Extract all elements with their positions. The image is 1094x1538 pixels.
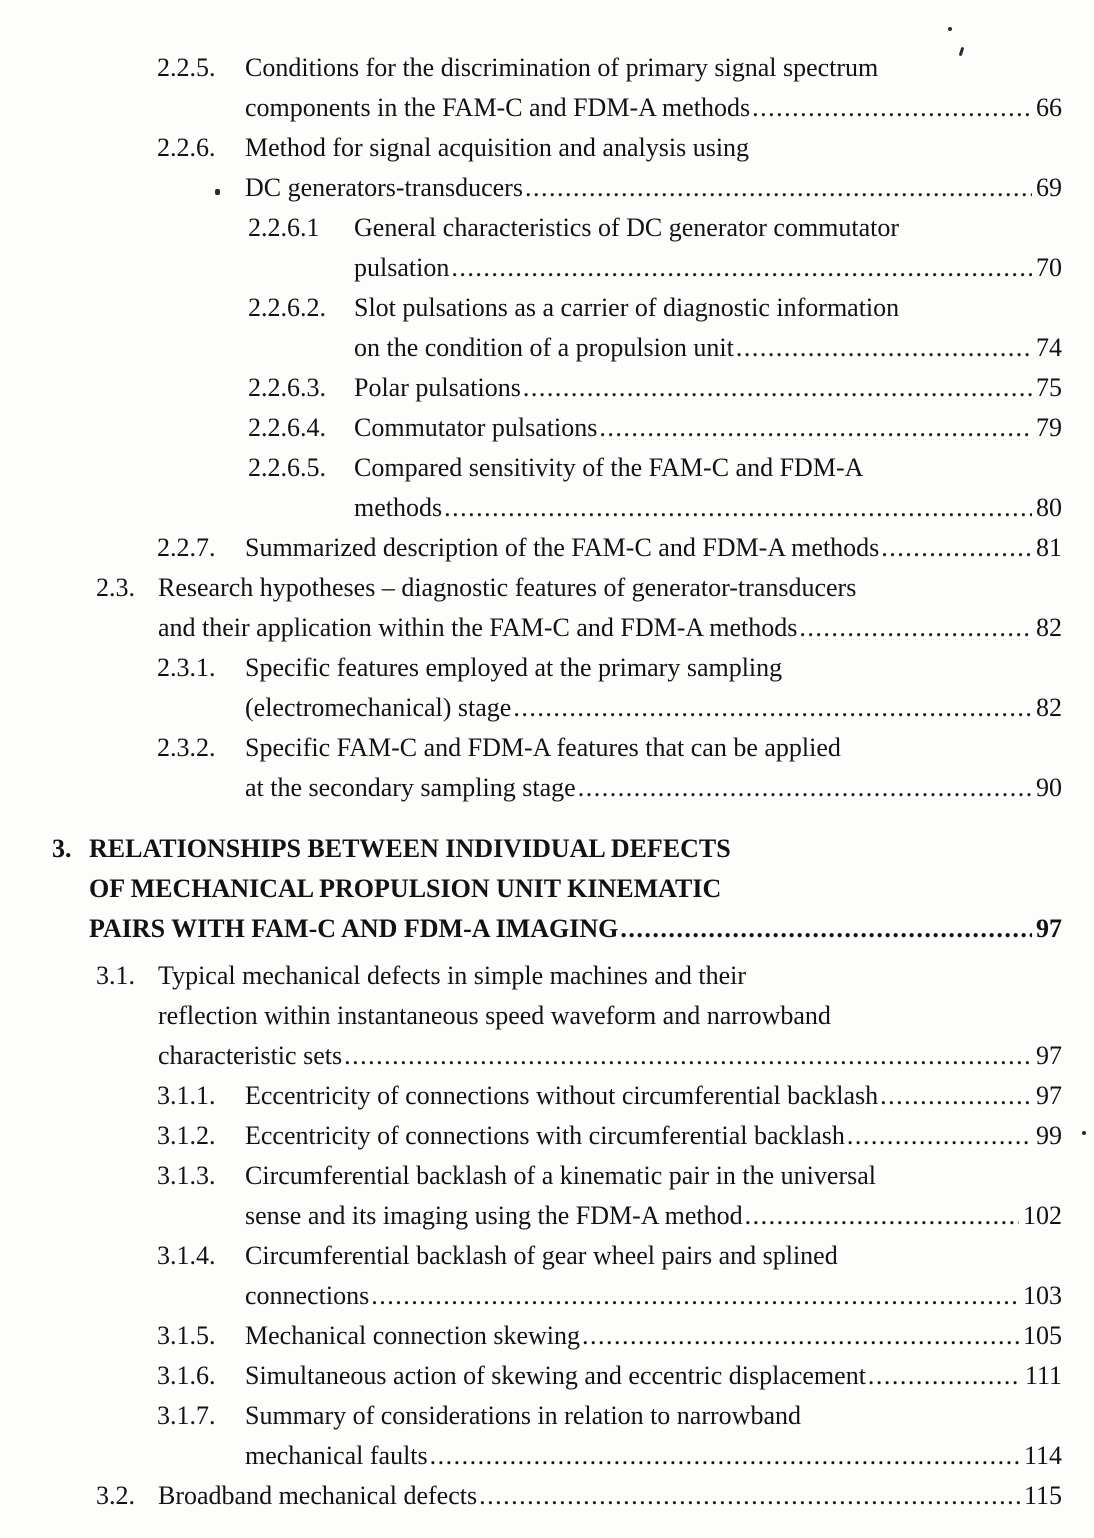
page-number: 111 <box>1024 1361 1062 1390</box>
page-number: 70 <box>1036 253 1062 282</box>
toc-row <box>0 996 1062 1036</box>
toc-row <box>0 1276 1062 1316</box>
page-number: 82 <box>1036 613 1062 642</box>
toc-row <box>0 648 1062 688</box>
toc-row <box>0 1356 1062 1396</box>
entry-title: Slot pulsations as a carrier of diagnostic information <box>354 293 900 322</box>
dot-leader <box>868 1356 1021 1396</box>
page-number: 80 <box>1036 493 1062 522</box>
section-number: 3.1.4. <box>157 1241 216 1270</box>
chapter-title: OF MECHANICAL PROPULSION UNIT KINEMATIC <box>89 874 722 903</box>
page-number: 99 <box>1036 1121 1062 1150</box>
entry-title: Specific features employed at the primary sampling <box>245 653 783 682</box>
toc-row <box>0 728 1062 768</box>
toc-row <box>0 248 1062 288</box>
entry-title: characteristic sets <box>158 1041 343 1070</box>
dot-leader <box>736 328 1032 368</box>
entry-title: Compared sensitivity of the FAM-C and FDM-A <box>354 453 864 482</box>
section-number: 3.1.5. <box>157 1321 216 1350</box>
section-number: 2.2.5. <box>157 53 216 82</box>
toc-row <box>0 208 1062 248</box>
page-number: 74 <box>1036 333 1062 362</box>
dot-leader <box>881 528 1032 568</box>
section-number: 2.2.6.5. <box>248 453 326 482</box>
toc-row <box>0 1476 1062 1516</box>
section-number: 2.2.6.4. <box>248 413 326 442</box>
toc-row <box>0 288 1062 328</box>
section-number: 3. <box>52 834 72 863</box>
dot-leader <box>880 1076 1032 1116</box>
page-number: 66 <box>1036 93 1062 122</box>
toc-chapter-row <box>0 909 1062 949</box>
toc-chapter-row <box>0 829 1062 869</box>
entry-title: Summarized description of the FAM-C and FDM-A methods <box>245 533 880 562</box>
toc-row <box>0 1156 1062 1196</box>
entry-title: Mechanical connection skewing <box>245 1321 580 1350</box>
section-number: 2.3.2. <box>157 733 216 762</box>
dot-leader <box>525 168 1032 208</box>
toc-row <box>0 88 1062 128</box>
toc-row <box>0 488 1062 528</box>
entry-title: General characteristics of DC generator commutator <box>354 213 900 242</box>
page-number: 115 <box>1023 1481 1062 1510</box>
entry-title: Broadband mechanical defects <box>158 1481 478 1510</box>
page-number: 103 <box>1023 1281 1062 1310</box>
entry-title: pulsation <box>354 253 450 282</box>
toc-row <box>0 128 1062 168</box>
entry-title: reflection within instantaneous speed waveform and narrowband <box>158 1001 831 1030</box>
entry-title: Commutator pulsations <box>354 413 598 442</box>
section-number: 2.3. <box>96 573 135 602</box>
page-number: 97 <box>1036 1041 1062 1070</box>
toc-row <box>0 1316 1062 1356</box>
section-number: 3.1. <box>96 961 135 990</box>
page-number: 82 <box>1036 693 1062 722</box>
entry-title: Simultaneous action of skewing and eccentric displacement <box>245 1361 866 1390</box>
entry-title: Typical mechanical defects in simple machines and their <box>158 961 747 990</box>
section-number: 3.1.7. <box>157 1401 216 1430</box>
page-number: 97 <box>1036 1081 1062 1110</box>
section-number: 2.2.6.3. <box>248 373 326 402</box>
dot-leader <box>451 248 1032 288</box>
toc-row <box>0 1396 1062 1436</box>
toc-row <box>0 408 1062 448</box>
section-number: 3.1.1. <box>157 1081 216 1110</box>
entry-title: Polar pulsations <box>354 373 521 402</box>
section-number: 2.2.6.2. <box>248 293 326 322</box>
dot-leader <box>344 1036 1032 1076</box>
chapter-title: PAIRS WITH FAM-C AND FDM-A IMAGING <box>89 914 619 943</box>
page-number: 69 <box>1036 173 1062 202</box>
section-number: 2.2.6. <box>157 133 216 162</box>
toc-chapter-row <box>0 869 1062 909</box>
toc-row <box>0 328 1062 368</box>
dot-leader <box>582 1316 1019 1356</box>
entry-title: Method for signal acquisition and analysis using <box>245 133 750 162</box>
dot-leader <box>745 1196 1019 1236</box>
page-number: 79 <box>1036 413 1062 442</box>
toc-row <box>0 168 1062 208</box>
dot-leader <box>578 768 1032 808</box>
scan-artifact-dot <box>1082 1131 1086 1135</box>
page-number: 90 <box>1036 773 1062 802</box>
entry-title: DC generators-transducers <box>245 173 523 202</box>
entry-title: Research hypotheses – diagnostic features of generator-transducers <box>158 573 857 602</box>
page-number: 102 <box>1023 1201 1062 1230</box>
dot-leader <box>430 1436 1020 1476</box>
section-number: 2.2.7. <box>157 533 216 562</box>
toc-row <box>0 568 1062 608</box>
toc-row <box>0 768 1062 808</box>
entry-title: on the condition of a propulsion unit <box>354 333 734 362</box>
dot-leader <box>752 88 1032 128</box>
chapter-title: RELATIONSHIPS BETWEEN INDIVIDUAL DEFECTS <box>89 834 731 863</box>
toc-row <box>0 528 1062 568</box>
entry-title: Eccentricity of connections without circumferential backlash <box>245 1081 879 1110</box>
dot-leader <box>847 1116 1032 1156</box>
toc-row <box>0 688 1062 728</box>
entry-title: components in the FAM-C and FDM-A methods <box>245 93 751 122</box>
toc-row <box>0 1196 1062 1236</box>
dot-leader <box>371 1276 1019 1316</box>
section-number: 3.1.2. <box>157 1121 216 1150</box>
entry-title: Conditions for the discrimination of primary signal spectrum <box>245 53 879 82</box>
page-number: 105 <box>1023 1321 1062 1350</box>
toc-row <box>0 48 1062 88</box>
toc-row <box>0 368 1062 408</box>
entry-title: Summary of considerations in relation to narrowband <box>245 1401 801 1430</box>
dot-leader <box>479 1476 1020 1516</box>
section-number: 3.1.3. <box>157 1161 216 1190</box>
page-number: 75 <box>1036 373 1062 402</box>
toc-row <box>0 448 1062 488</box>
toc-row <box>0 608 1062 648</box>
toc-row <box>0 1076 1062 1116</box>
section-number: 2.3.1. <box>157 653 216 682</box>
entry-title: Circumferential backlash of gear wheel pairs and splined <box>245 1241 838 1270</box>
page-number: 97 <box>1036 914 1062 943</box>
entry-title: Specific FAM-C and FDM-A features that can be applied <box>245 733 841 762</box>
toc-row <box>0 1116 1062 1156</box>
dot-leader <box>620 909 1032 949</box>
scan-artifact-dot <box>215 189 220 195</box>
page-number: 114 <box>1023 1441 1062 1470</box>
entry-title: at the secondary sampling stage <box>245 773 576 802</box>
dot-leader <box>523 368 1032 408</box>
section-number: 3.2. <box>96 1481 135 1510</box>
page-number: 81 <box>1036 533 1062 562</box>
entry-title: connections <box>245 1281 370 1310</box>
entry-title: (electromechanical) stage <box>245 693 512 722</box>
entry-title: sense and its imaging using the FDM-A method <box>245 1201 743 1230</box>
entry-title: methods <box>354 493 443 522</box>
scan-artifact-dot <box>948 27 952 31</box>
dot-leader <box>599 408 1032 448</box>
entry-title: mechanical faults <box>245 1441 428 1470</box>
toc-row <box>0 1436 1062 1476</box>
dot-leader <box>513 688 1032 728</box>
dot-leader <box>444 488 1032 528</box>
section-number: 3.1.6. <box>157 1361 216 1390</box>
dot-leader <box>799 608 1032 648</box>
toc-row <box>0 1236 1062 1276</box>
entry-title: Circumferential backlash of a kinematic pair in the universal <box>245 1161 876 1190</box>
section-number: 2.2.6.1 <box>248 213 320 242</box>
entry-title: and their application within the FAM-C and FDM-A methods <box>158 613 798 642</box>
toc-row <box>0 1036 1062 1076</box>
toc-row <box>0 956 1062 996</box>
entry-title: Eccentricity of connections with circumferential backlash <box>245 1121 845 1150</box>
